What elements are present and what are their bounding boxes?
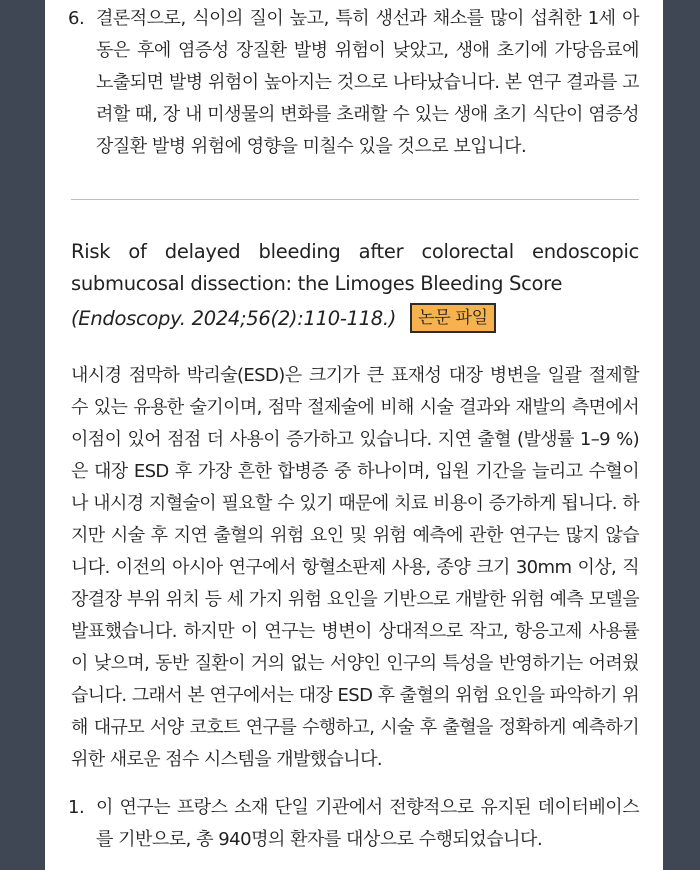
journal-citation: (Endoscopy. 2024;56(2):110-118.): [71, 306, 397, 330]
content-column: [68, 0, 639, 856]
summary-list: [68, 3, 639, 163]
article-summary-paragraph: 내시경 점막하 박리술(ESD)은 크기가 큰 표재성 대장 병변을 일괄 절제할 수 있는 유용한 술기이며, 점막 절제술에 비해 시술 결과와 재발의 측면에서 이점이 있어 점점 더 사용이 증가하고 있습니다. 지연 출혈 (발생률 1–9 %) 은 대장 ESD 후 가장 흔한 합병증 중 하나이며, 입원 기간을 늘리고 수혈이나 내시경 지혈술이 필요할 수 있기 때문에 치료 비용이 증가하게 됩니다. 하지만 시술 후 지연 출혈의 위험 요인 및 위험 예측에 관한 연구는 많지 않습니다. 이전의 아시아 연구에서 항혈소판제 사용, 종양 크기 30mm 이상, 직장결장 부위 위치 등 세 가지 위험 요인을 기반으로 개발한 위험 예측 모델을 발표했습니다. 하지만 이 연구는 병변이 상대적으로 작고, 항응고제 사용률이 낮으며, 동반 질환이 거의 없는 서양인 인구의 특성을 반영하기는 어려웠습니다. 그래서 본 연구에서는 대장 ESD 후 출혈의 위험 요인을 파악하기 위해 대규모 서양 코호트 연구를 수행하고, 시술 후 출혈을 정확하게 예측하기 위한 새로운 점수 시스템을 개발했습니다.: [71, 365, 639, 770]
paper-file-button[interactable]: 논문 파일: [410, 303, 496, 333]
document-page: [45, 0, 663, 870]
article-title: Risk of delayed bleeding after colorectal endoscopic submucosal dissection: the Limoges Bleeding Score: [71, 240, 639, 295]
list-item-number: 6.: [68, 8, 85, 29]
citation-row: [71, 300, 639, 336]
findings-list: [68, 792, 639, 856]
list-item-text: 이 연구는 프랑스 소재 단일 기관에서 전향적으로 유지된 데이터베이스를 기반으로, 총 940명의 환자를 대상으로 수행되었습니다.: [96, 797, 639, 850]
list-item-text: 결론적으로, 식이의 질이 높고, 특히 생선과 채소를 많이 섭취한 1세 아동은 후에 염증성 장질환 발병 위험이 낮았고, 생애 초기에 가당음료에 노출되면 발병 위험이 높아지는 것으로 나타났습니다. 본 연구 결과를 고려할 때, 장 내 미생물의 변화를 초래할 수 있는 생애 초기 식단이 염증성 장질환 발병 위험에 영향을 미칠수 있을 것으로 보입니다.: [96, 8, 639, 157]
section-divider: [71, 199, 639, 200]
list-item-number: 1.: [68, 797, 85, 818]
list-item: [68, 792, 639, 856]
list-item: [68, 3, 639, 163]
